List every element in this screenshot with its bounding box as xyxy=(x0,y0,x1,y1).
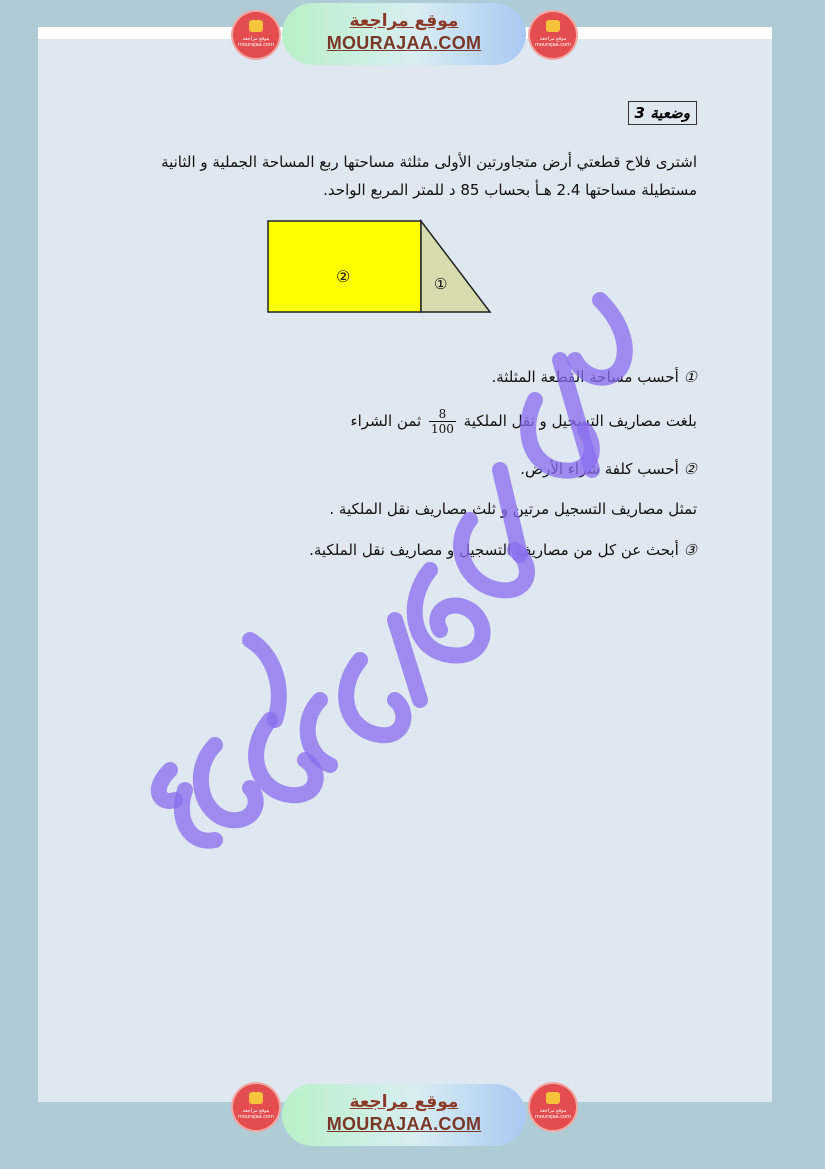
rectangle-label: ② xyxy=(336,267,351,286)
triangle-label: ① xyxy=(434,275,448,293)
banner-arabic[interactable]: موقع مراجعة xyxy=(349,1092,459,1112)
badge-url: mourajaa.com xyxy=(534,1114,571,1120)
question-1-text: أحسب مساحة القطعة المثلثة. xyxy=(491,368,679,386)
question-1-number: ① xyxy=(683,368,697,386)
exercise-title: وضعية 3 xyxy=(628,101,697,125)
triangle-plot xyxy=(421,221,490,312)
problem-statement xyxy=(117,148,697,204)
question-3 xyxy=(309,541,697,559)
intro-line-1: اشترى فلاح قطعتي أرض متجاورتين الأولى مثلثة مساحتها ربع المساحة الجملية و الثانية xyxy=(161,153,697,171)
badge-url: mourajaa.com xyxy=(534,42,571,48)
intro-line-2: مستطيلة مساحتها 2.4 هـأ بحساب 85 د للمتر المربع الواحد. xyxy=(323,181,697,199)
fraction-denominator: 100 xyxy=(430,422,454,436)
fees-text-before: بلغت مصاريف التسجيل و نقل الملكية xyxy=(463,412,697,430)
badge-arabic: موقع مراجعة xyxy=(539,36,567,42)
badge-arabic: موقع مراجعة xyxy=(242,1108,270,1114)
badge-arabic: موقع مراجعة xyxy=(242,36,270,42)
fees-statement xyxy=(351,407,697,436)
question-2-number: ② xyxy=(683,460,697,478)
question-3-number: ③ xyxy=(683,541,697,559)
fees-text-after: ثمن الشراء xyxy=(350,412,422,430)
banner-english[interactable]: MOURAJAA.COM xyxy=(326,33,482,53)
question-2 xyxy=(520,460,697,478)
fees-fraction xyxy=(429,407,456,436)
badge-url: mourajaa.com xyxy=(237,1114,274,1120)
question-3-text: أبحث عن كل من مصاريف التسجيل و مصاريف نقل الملكية. xyxy=(309,541,679,559)
fraction-numerator: 8 xyxy=(429,407,456,422)
banner-arabic[interactable]: موقع مراجعة xyxy=(349,11,459,31)
question-1 xyxy=(491,368,697,386)
land-figure xyxy=(266,219,494,315)
badge-url: mourajaa.com xyxy=(237,42,274,48)
registration-statement: تمثل مصاريف التسجيل مرتين و ثلث مصاريف نقل الملكية . xyxy=(329,500,697,518)
banner-english[interactable]: MOURAJAA.COM xyxy=(326,1114,482,1134)
badge-arabic: موقع مراجعة xyxy=(539,1108,567,1114)
question-2-text: أحسب كلفة شراء الأرض. xyxy=(520,460,679,478)
